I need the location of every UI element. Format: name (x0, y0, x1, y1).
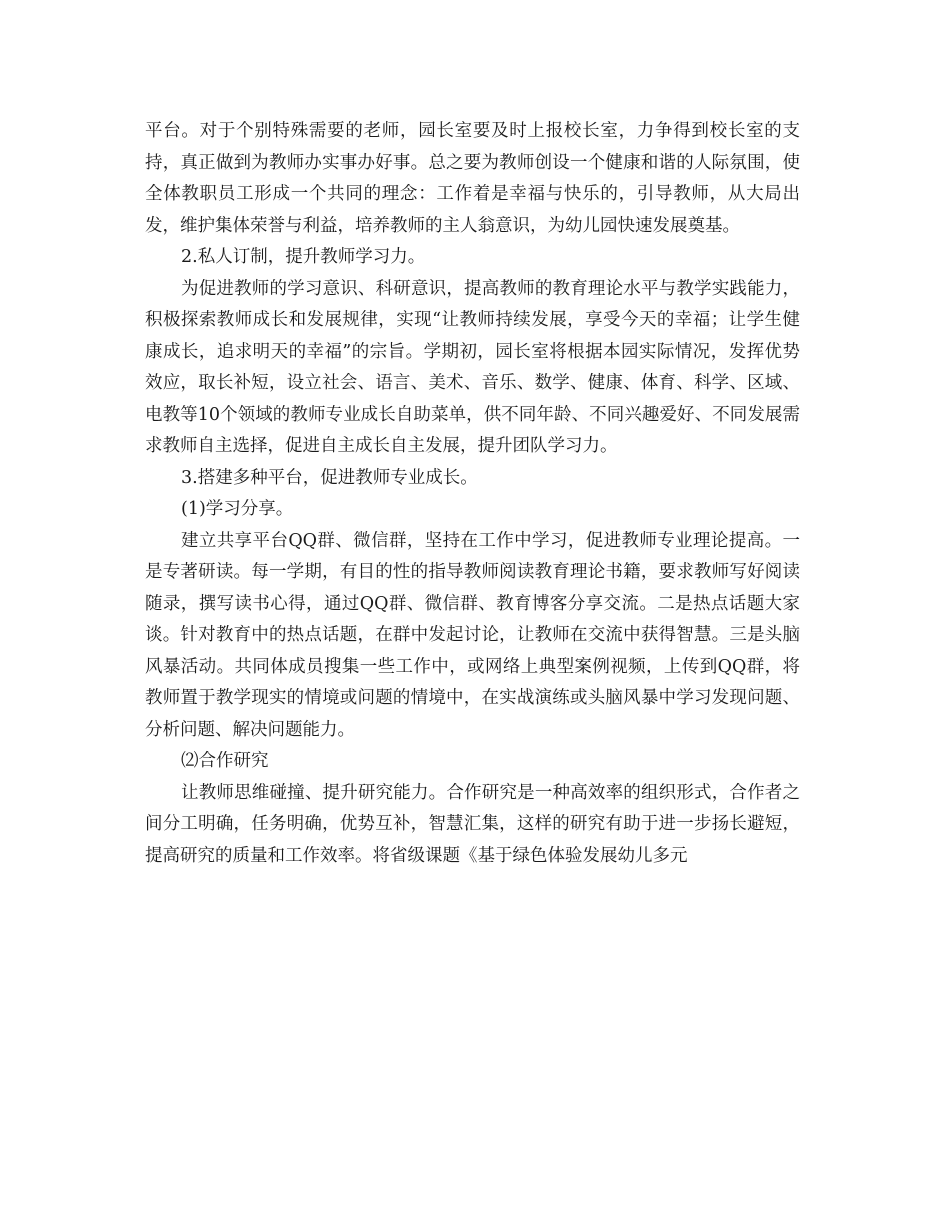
subheading-learning-share: (1)学习分享。 (181, 499, 294, 519)
paragraph-share-platform: 建立共享平台QQ群、微信群，坚持在工作中学习，促进教师专业理论提高。一是专著研读。每一学期，有目的性的指导教师阅读教育理论书籍，要求教师写好阅读随录，撰写读书心得，通过QQ群、微信群、教育博客分享交流。二是热点话题大家谈。针对教育中的热点话题，在群中发起讨论，让教师在交流中获得智慧。三是头脑风暴活动。共同体成员搜集一些工作中，或网络上典型案例视频，上传到QQ群，将教师置于教学现实的情境或问题的情境中，在实战演练或头脑风暴中学习发现问题、分析问题、解决问题能力。 (145, 530, 800, 740)
paragraph-cooperative-research: 让教师思维碰撞、提升研究能力。合作研究是一种高效率的组织形式，合作者之间分工明确，任务明确，优势互补，智慧汇集，这样的研究有助于进一步扬长避短，提高研究的质量和工作效率。将省级课题《基于绿色体验发展幼儿多元 (145, 782, 800, 866)
paragraph-continuation: 平台。对于个别特殊需要的老师，园长室要及时上报校长室，力争得到校长室的支持，真正做到为教师办实事办好事。总之要为教师创设一个健康和谐的人际氛围，使全体教职员工形成一个共同的理念：工作着是幸福与快乐的，引导教师，从大局出发，维护集体荣誉与利益，培养教师的主人翁意识，为幼儿园快速发展奠基。 (145, 121, 800, 236)
document-body (145, 116, 800, 872)
subheading-cooperative-research: ⑵合作研究 (181, 751, 269, 771)
heading-item-3: 3.搭建多种平台，促进教师专业成长。 (181, 467, 478, 488)
heading-item-2: 2.私人订制，提升教师学习力。 (181, 247, 426, 267)
paragraph-learning: 为促进教师的学习意识、科研意识，提高教师的教育理论水平与教学实践能力，积极探索教师成长和发展规律，实现“让教师持续发展，享受今天的幸福；让学生健康成长，追求明天的幸福”的宗旨。学期初，园长室将根据本园实际情况，发挥优势效应，取长补短，设立社会、语言、美术、音乐、数学、健康、体育、科学、区域、电教等10个领域的教师专业成长自助菜单，供不同年龄、不同兴趣爱好、不同发展需求教师自主选择，促进自主成长自主发展，提升团队学习力。 (145, 278, 800, 456)
